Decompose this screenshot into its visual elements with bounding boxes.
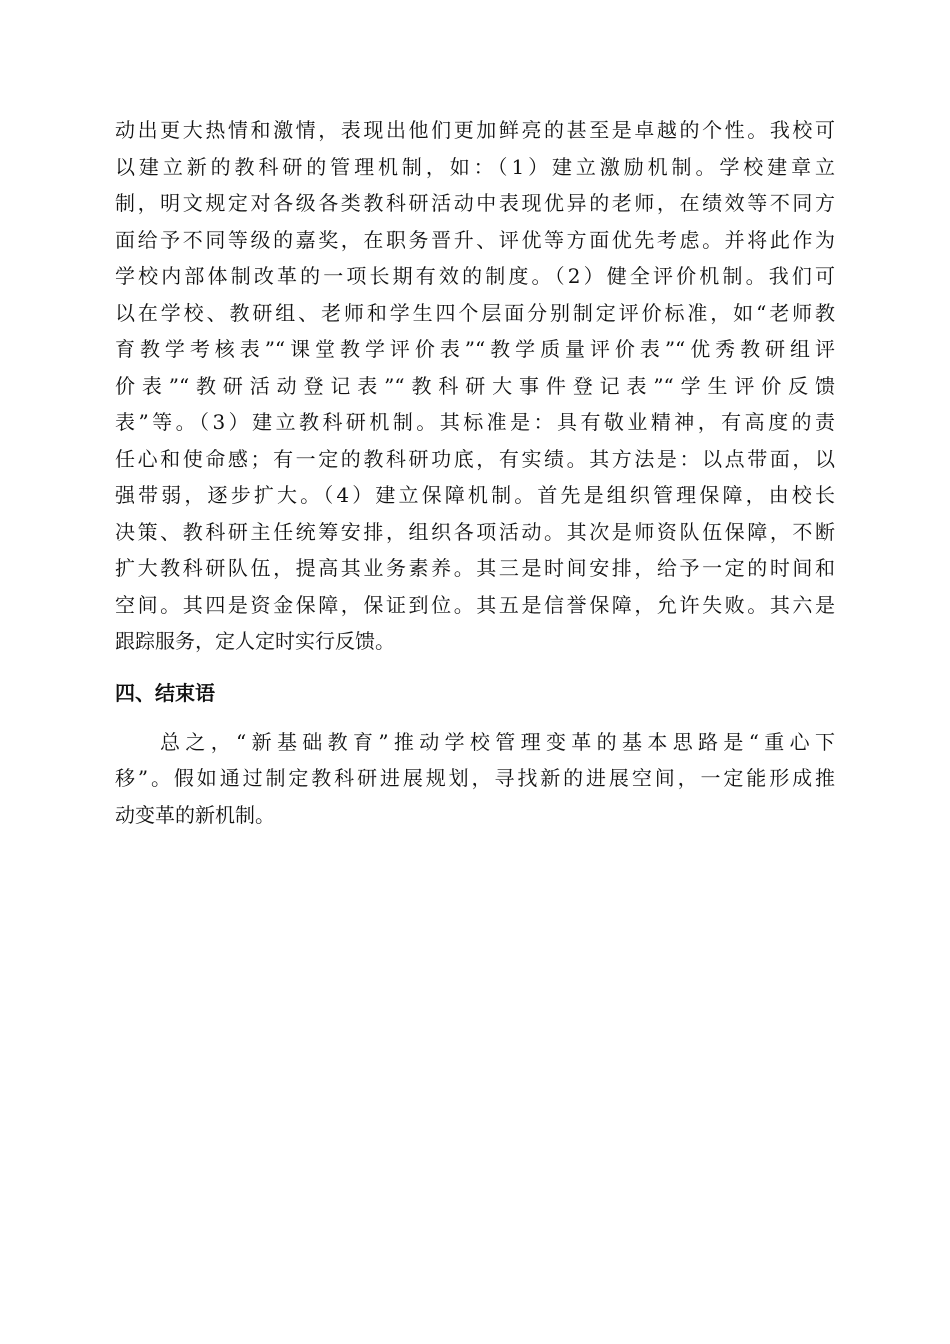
text-line: 空间。其四是资金保障，保证到位。其五是信誉保障，允许失败。其六是: [115, 592, 835, 617]
text-line: 移”。假如通过制定教科研进展规划，寻找新的进展空间，一定能形成推: [115, 766, 835, 790]
text-line: 决策、教科研主任统筹安排，组织各项活动。其次是师资队伍保障，不断: [115, 519, 835, 544]
text-line: 表”等。（3）建立教科研机制。其标准是：具有敬业精神，有高度的责: [115, 410, 835, 434]
text-line: 育教学考核表”“课堂教学评价表”“教学质量评价表”“优秀教研组评: [115, 337, 835, 361]
text-line: 以在学校、教研组、老师和学生四个层面分别制定评价标准，如“老师教: [115, 300, 835, 325]
text-line: 动出更大热情和激情，表现出他们更加鲜亮的甚至是卓越的个性。我校可: [115, 118, 835, 142]
text-line: 制，明文规定对各级各类教科研活动中表现优异的老师，在绩效等不同方: [115, 191, 835, 215]
text-line: 任心和使命感；有一定的教科研功底，有实绩。其方法是：以点带面，以: [115, 446, 835, 471]
text-line: 学校内部体制改革的一项长期有效的制度。（2）健全评价机制。我们可: [115, 264, 835, 288]
text-line: 面给予不同等级的嘉奖，在职务晋升、评优等方面优先考虑。并将此作为: [115, 227, 835, 252]
document-body: [115, 112, 835, 833]
text-line: 价表”“教研活动登记表”“教科研大事件登记表”“学生评价反馈: [115, 373, 835, 398]
text-line: 强带弱，逐步扩大。（4）建立保障机制。首先是组织管理保障，由校长: [115, 483, 835, 507]
text-line: 总之，“新基础教育”推动学校管理变革的基本思路是“重心下: [160, 729, 835, 754]
text-line: 跟踪服务，定人定时实行反馈。: [115, 629, 395, 653]
text-line: 动变革的新机制。: [115, 802, 275, 827]
paragraph-mechanisms: [115, 112, 835, 660]
paragraph-conclusion: [115, 724, 835, 834]
text-line: 扩大教科研队伍，提高其业务素养。其三是时间安排，给予一定的时间和: [115, 556, 835, 580]
text-line: 以建立新的教科研的管理机制，如：（1）建立激励机制。学校建章立: [115, 154, 835, 179]
section-heading: 四、结束语: [115, 680, 215, 705]
